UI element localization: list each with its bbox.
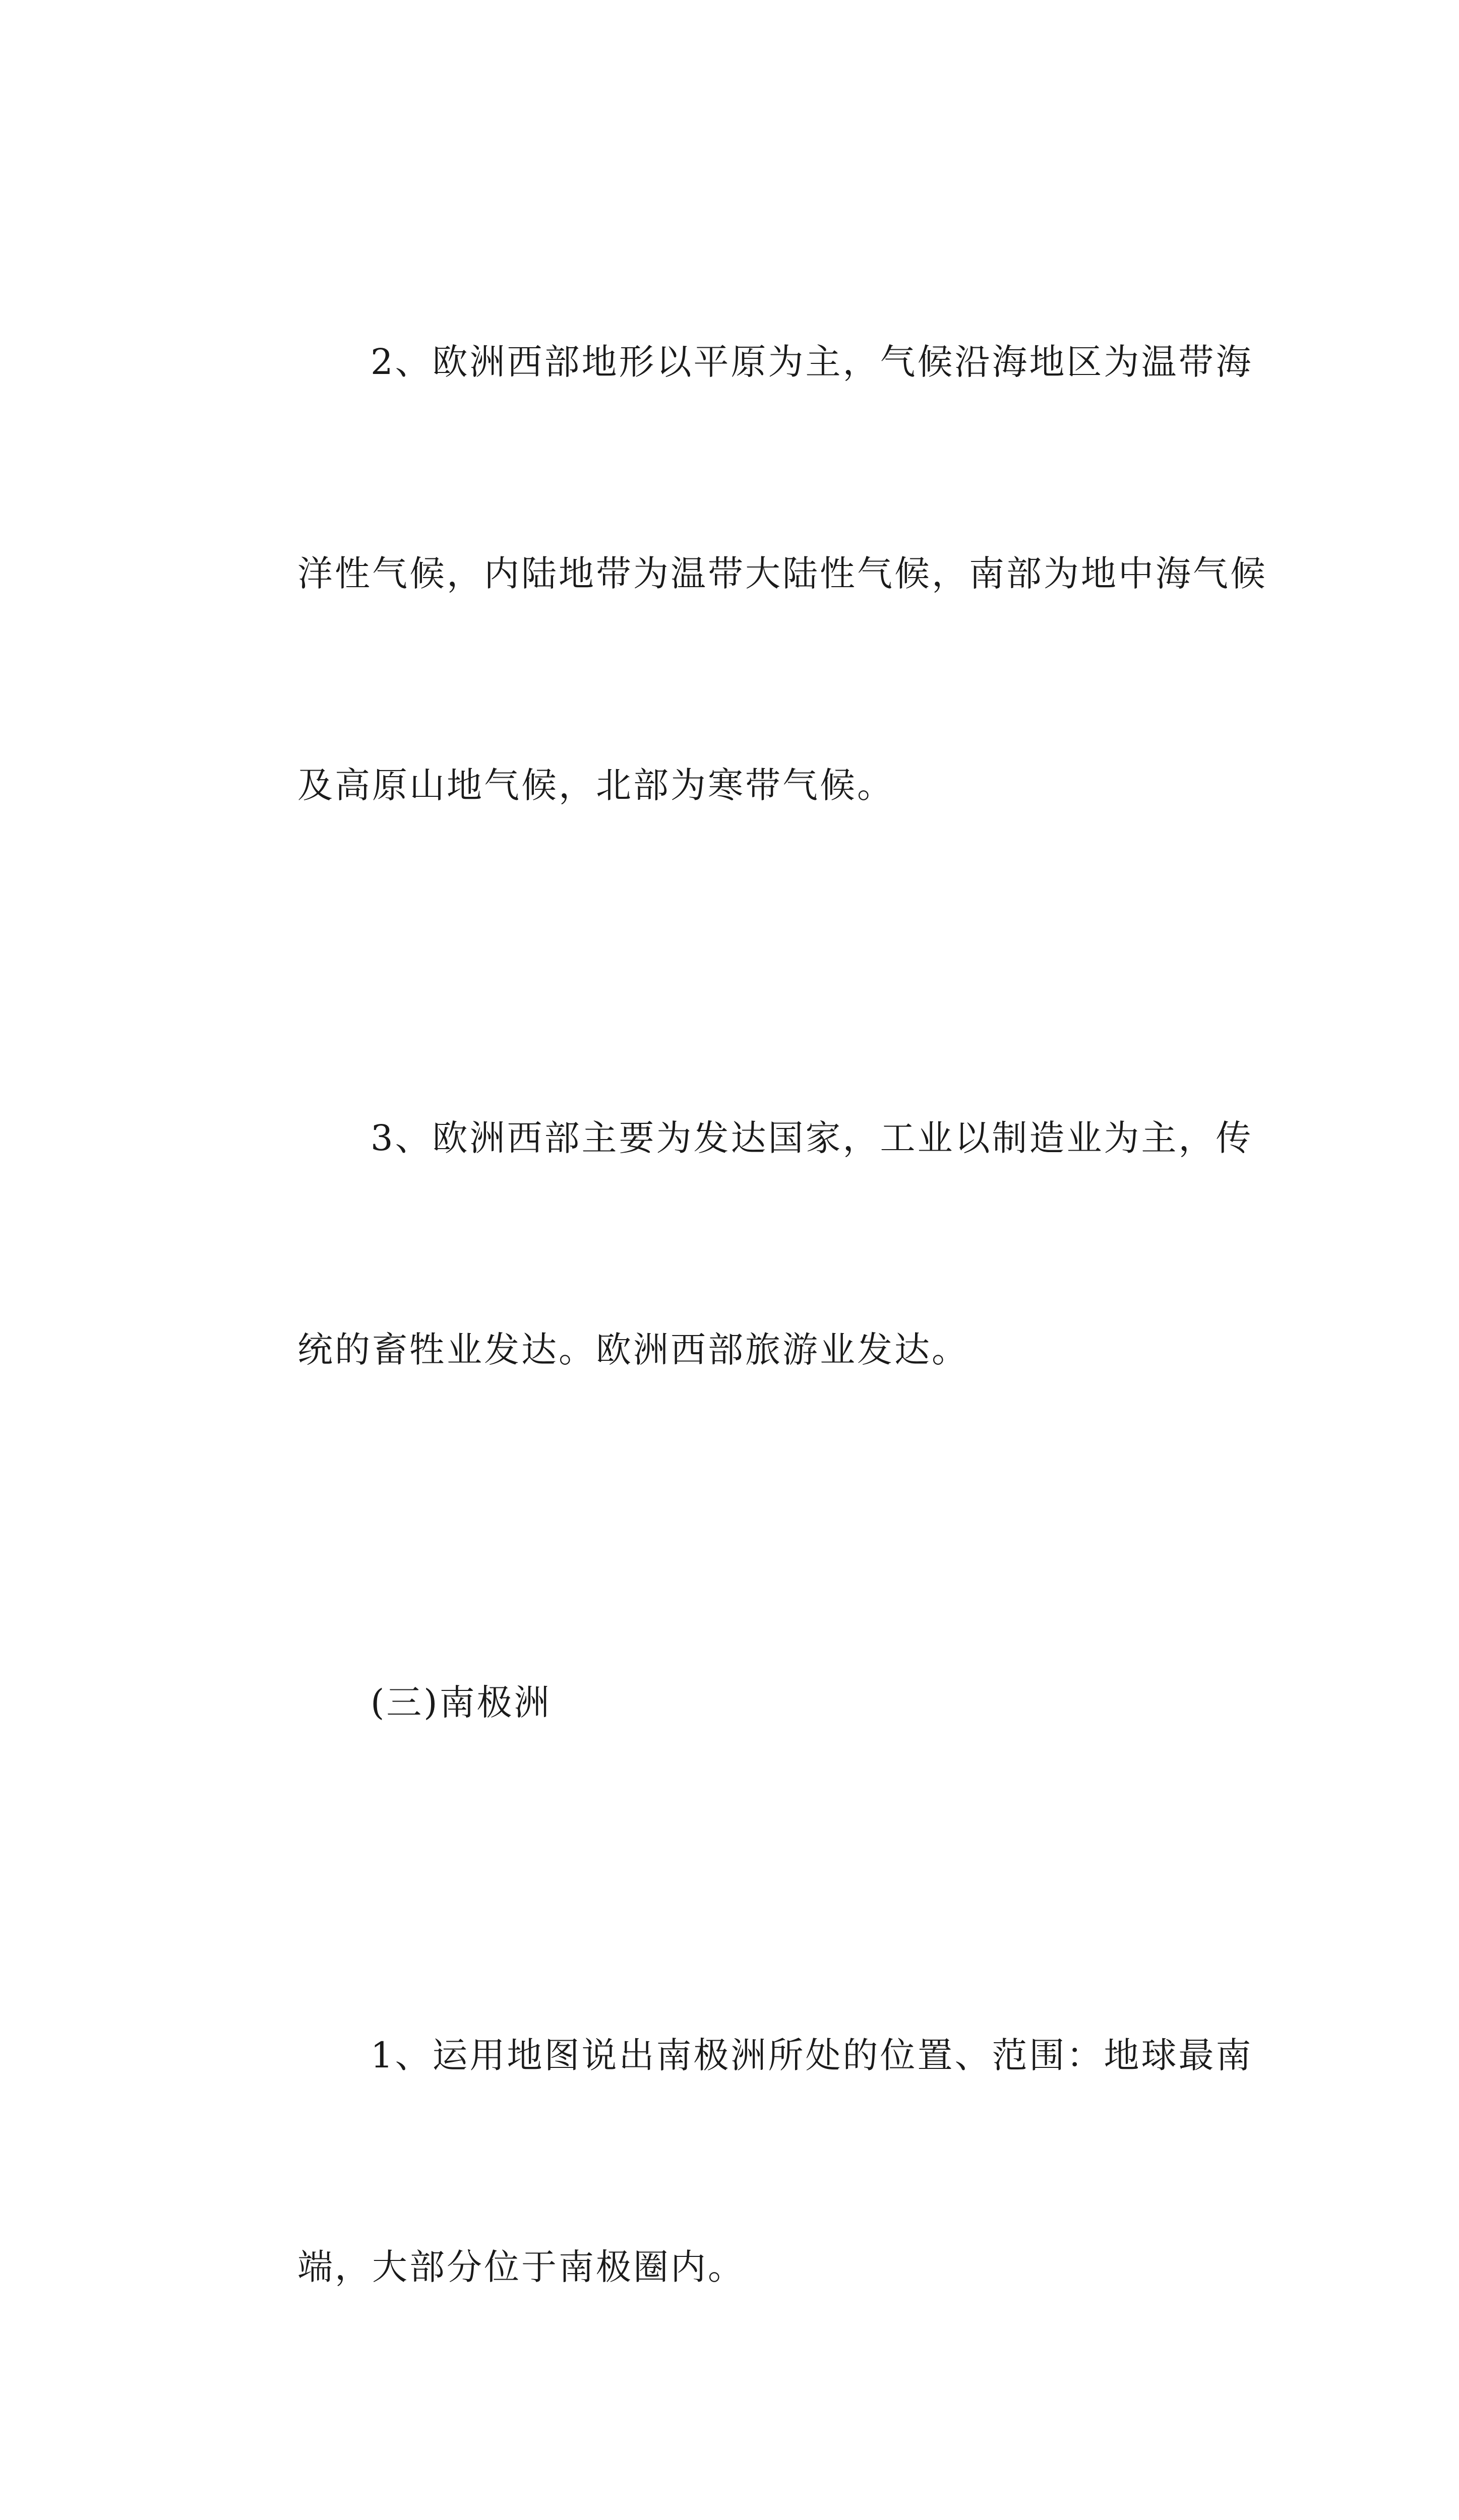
text-line: 统的畜牲业发达。欧洲西部旅游业发达。 xyxy=(297,1329,969,1370)
text-line: 1、运用地图说出南极洲所处的位置、范围：地球最南 xyxy=(371,2035,1253,2076)
section-heading-antarctica xyxy=(224,1526,1243,1879)
document-body xyxy=(224,185,1267,2520)
text-line: 及高原山地气候，北部为寒带气候。 xyxy=(297,765,894,806)
text-line: 洋性气候，内陆地带为温带大陆性气候，南部为地中海气候 xyxy=(297,553,1267,594)
section-heading-text: (三)南极洲 xyxy=(371,1682,552,1723)
paragraph-europe-west-economy xyxy=(224,962,1253,1526)
text-line: 3、欧洲西部主要为发达国家，工业以制造业为主，传 xyxy=(371,1117,1253,1159)
text-line: 端，大部分位于南极圈内。 xyxy=(297,2246,745,2288)
text-line: 2、欧洲西部地形以平原为主，气候沿海地区为温带海 xyxy=(371,341,1253,383)
paragraph-antarctica-location xyxy=(224,1879,1253,2443)
paragraph-antarctica-records xyxy=(224,2443,1243,2520)
paragraph-europe-west-terrain-climate xyxy=(224,185,1267,962)
